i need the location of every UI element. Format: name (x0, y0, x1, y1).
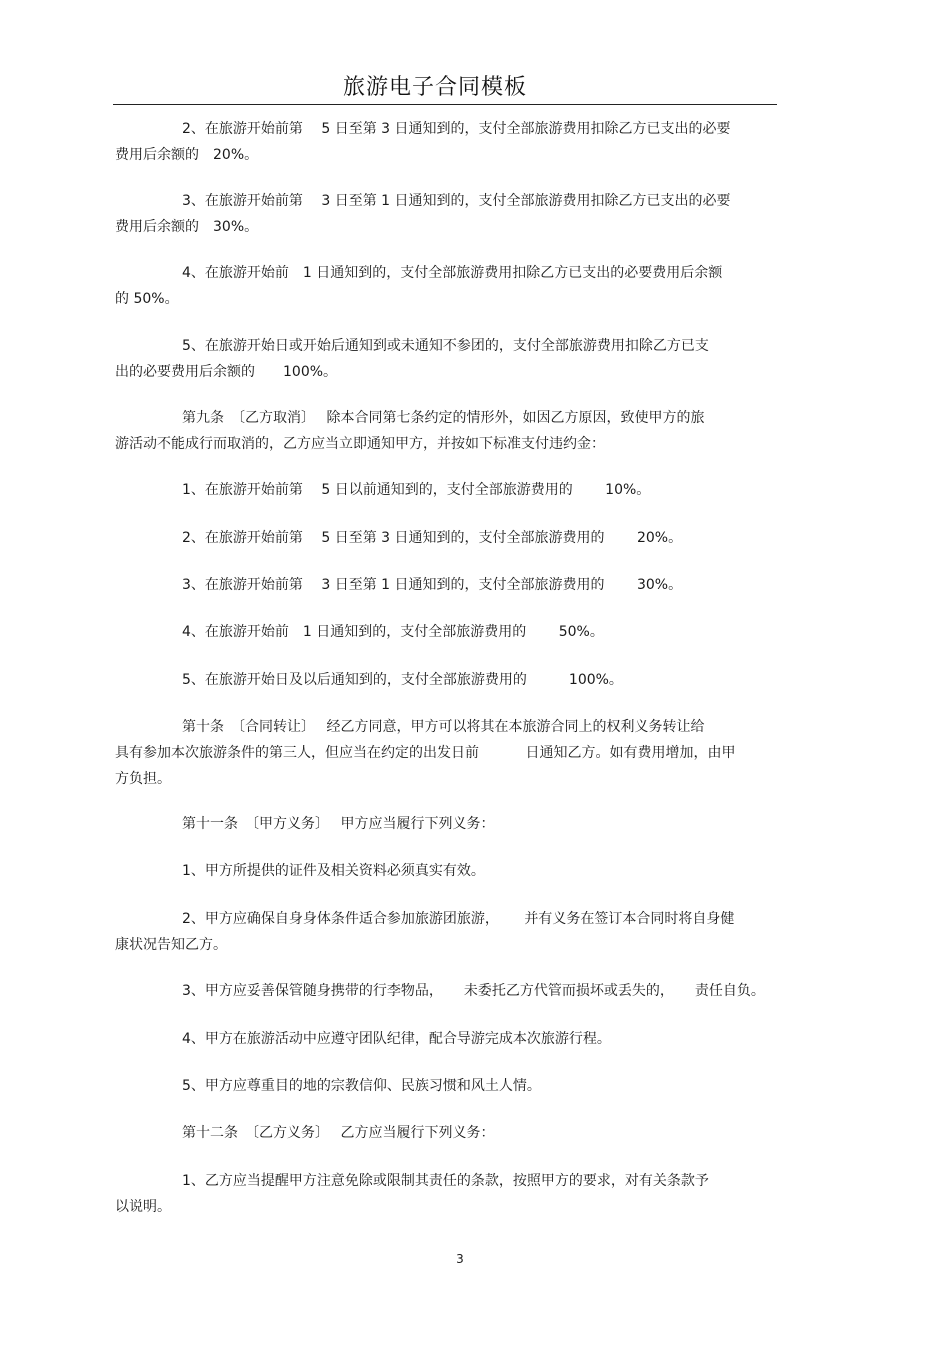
paragraph-line: 2、在旅游开始前第 5 日至第 3 日通知到的，支付全部旅游费用扣除乙方已支出的必要 (182, 121, 731, 137)
paragraph (115, 667, 795, 693)
paragraph-line: 出的必要费用后余额的 100%。 (115, 364, 338, 380)
paragraph (115, 116, 795, 168)
paragraph-line: 游活动不能成行而取消的，乙方应当立即通知甲方，并按如下标准支付违约金： (115, 436, 605, 452)
paragraph-line: 康状况告知乙方。 (115, 937, 227, 953)
paragraph (115, 188, 795, 240)
paragraph (115, 858, 795, 884)
paragraph-line: 1、乙方应当提醒甲方注意免除或限制其责任的条款，按照甲方的要求，对有关条款予 (182, 1173, 709, 1189)
paragraph-line: 5、在旅游开始日及以后通知到的，支付全部旅游费用的 100%。 (182, 672, 623, 688)
paragraph-line: 的 50%。 (115, 291, 179, 307)
paragraph-line: 第十二条 〔乙方义务〕 乙方应当履行下列义务： (182, 1125, 495, 1141)
paragraph-line: 2、甲方应确保自身身体条件适合参加旅游团旅游， 并有义务在签订本合同时将自身健 (182, 911, 735, 927)
paragraph (115, 525, 795, 551)
paragraph-line: 费用后余额的 30%。 (115, 219, 259, 235)
paragraph (115, 619, 795, 645)
paragraph-line: 3、在旅游开始前第 3 日至第 1 日通知到的，支付全部旅游费用扣除乙方已支出的必要 (182, 193, 731, 209)
paragraph (115, 978, 795, 1004)
paragraph-line: 以说明。 (115, 1199, 171, 1215)
paragraph (115, 333, 795, 385)
header-divider (113, 104, 777, 105)
paragraph-line: 3、甲方应妥善保管随身携带的行李物品， 未委托乙方代管而损坏或丢失的， 责任自负。 (182, 983, 765, 999)
paragraph (115, 572, 795, 598)
paragraph (115, 477, 795, 503)
article-9 (115, 405, 795, 457)
paragraph (115, 1073, 795, 1099)
paragraph-line: 方负担。 (115, 771, 171, 787)
paragraph-line: 具有参加本次旅游条件的第三人，但应当在约定的出发日前 日通知乙方。如有费用增加，由甲 (115, 745, 736, 761)
document-title: 旅游电子合同模板 (342, 75, 527, 100)
paragraph-line: 第十条 〔合同转让〕 经乙方同意，甲方可以将其在本旅游合同上的权利义务转让给 (182, 719, 705, 735)
paragraph-line: 5、在旅游开始日或开始后通知到或未通知不参团的，支付全部旅游费用扣除乙方已支 (182, 338, 709, 354)
page-number: 3 (456, 1252, 464, 1266)
paragraph-line: 4、在旅游开始前 1 日通知到的，支付全部旅游费用扣除乙方已支出的必要费用后余额 (182, 265, 723, 281)
paragraph-line: 5、甲方应尊重目的地的宗教信仰、民族习惯和风土人情。 (182, 1078, 541, 1094)
paragraph-line: 4、在旅游开始前 1 日通知到的，支付全部旅游费用的 50%。 (182, 624, 604, 640)
paragraph-line: 第十一条 〔甲方义务〕 甲方应当履行下列义务： (182, 816, 495, 832)
article-11 (115, 811, 795, 837)
paragraph (115, 906, 795, 958)
paragraph (115, 260, 795, 312)
paragraph-line: 费用后余额的 20%。 (115, 147, 259, 163)
paragraph-line: 4、甲方在旅游活动中应遵守团队纪律，配合导游完成本次旅游行程。 (182, 1031, 611, 1047)
article-12 (115, 1120, 795, 1146)
paragraph-line: 第九条 〔乙方取消〕 除本合同第七条约定的情形外，如因乙方原因，致使甲方的旅 (182, 410, 705, 426)
paragraph-line: 1、在旅游开始前第 5 日以前通知到的，支付全部旅游费用的 10%。 (182, 482, 651, 498)
paragraph-line: 1、甲方所提供的证件及相关资料必须真实有效。 (182, 863, 485, 879)
paragraph-line: 2、在旅游开始前第 5 日至第 3 日通知到的，支付全部旅游费用的 20%。 (182, 530, 683, 546)
paragraph (115, 1168, 795, 1220)
article-10 (115, 714, 795, 792)
paragraph-line: 3、在旅游开始前第 3 日至第 1 日通知到的，支付全部旅游费用的 30%。 (182, 577, 683, 593)
paragraph (115, 1026, 795, 1052)
